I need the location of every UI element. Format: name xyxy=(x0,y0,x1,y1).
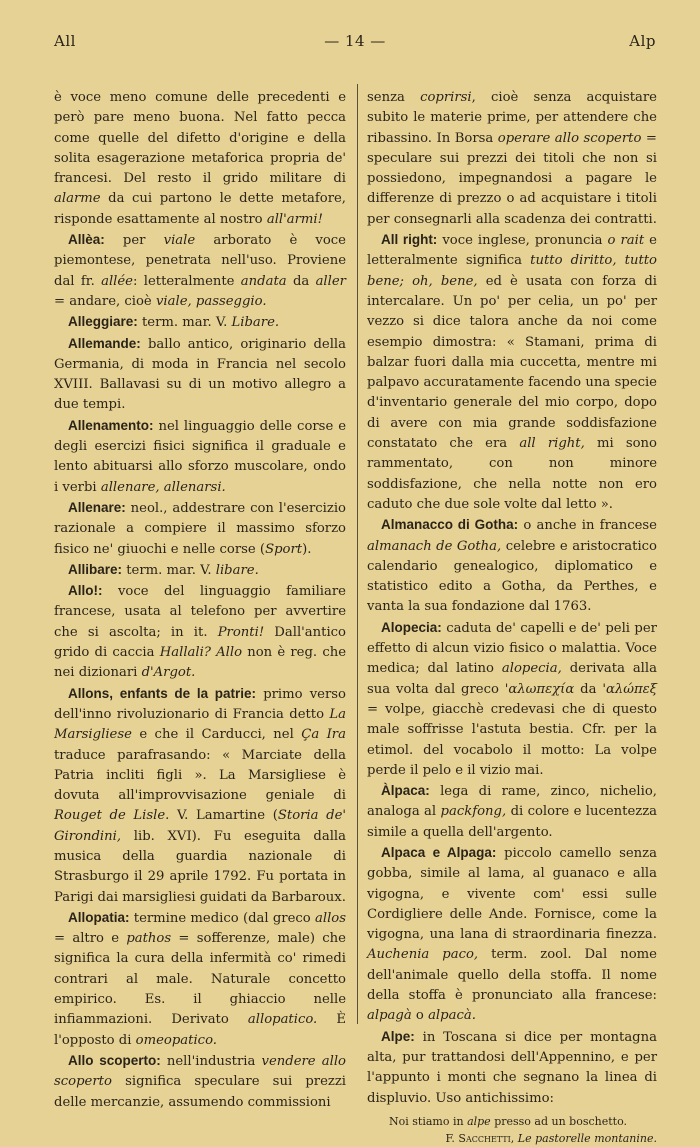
entry-almanacco-di-gotha: Almanacco di Gotha: o anche in francese almanach de Gotha, celebre e aristocratico calendario genealogico, diplomatico e statistico edito a Gotha, da Perthes, e vanta la sua fondazione dal 1763. xyxy=(367,517,657,615)
entry-allea: Allèa: per viale arborato è voce piemontese, penetrata nell'uso. Proviene dal fr. allée: letteralmente andata da aller = andare, cioè viale, passeggio. xyxy=(54,232,346,309)
headword: Allèa: xyxy=(68,232,105,248)
entry-continuation: senza coprirsi, cioè senza acquistare subito le materie prime, per attendere che ribassino. In Borsa operare allo scoperto = speculare sui prezzi dei titoli che non si possiedono, impegnandosi a pagare le differenze di prezzo o ad acquistare i titoli per consegnarli alla scadenza dei contratti. xyxy=(367,90,657,227)
headword: Alpaca e Alpaga: xyxy=(381,844,497,860)
headword: Àlpaca: xyxy=(381,783,430,799)
headword: Allo!: xyxy=(68,583,103,599)
headword: Alpe: xyxy=(381,1028,415,1044)
entry-allo-scoperto: Allo scoperto: nell'industria vendere allo scoperto significa speculare sui prezzi delle mercanzie, assumendo commissioni xyxy=(54,1052,347,1110)
entry-alpaca-lega: Àlpaca: lega di rame, zinco, nichelio, analoga al packfong, di colore e lucentezza simile a quella dell'argento. xyxy=(367,783,658,840)
headword: Allemande: xyxy=(68,335,141,351)
entry-alpaca-e-alpaga: Alpaca e Alpaga: piccolo camello senza gobba, simile al lama, al guanaco e alla vigogna, e vivente com' essi sulle Cordigliere delle Ande. Fornisce, come la vigogna, una lana di straordinaria finezza. Auchenia paco, term. zool. Dal nome dell'animale quello della stoffa. Il nome della stoffa è pronunciato alla francese: alpagà o alpacà. xyxy=(367,844,657,1024)
page-number: — 14 — xyxy=(324,32,386,50)
entry-allenare: Allenare: neol., addestrare con l'esercizio razionale a compiere il massimo sforzo fisico ne' giuochi e nelle corse (Sport). xyxy=(54,499,346,557)
quote-attribution: F. Sacchetti, Le pastorelle montanine. xyxy=(445,1131,657,1145)
entry-allemande: Allemande: ballo antico, originario della Germania, di moda in Francia nel secolo XVIII. Ballavasi su di un motivo allegro a due tempi. xyxy=(54,335,346,413)
column-divider xyxy=(357,84,358,1024)
entry-all-right: All right: voce inglese, pronuncia o rait e letteralmente significa tutto diritto, tutto bene; oh, bene, ed è usata con forza di intercalare. Un po' per celia, un po' per vezzo si dice talora anche da noi come esempio dimostra: « Stamani, prima di balzar fuori dalla mia cuccetta, mentre mi palpavo accuratamente facendo una specie d'inventario generale del mio corpo, dopo di avere con mia grande soddisfazione constatato che era all right, mi sono rammentato, con non minore soddisfazione, che nella notte non ero caduto che due sole volte dal letto ». xyxy=(367,232,658,512)
headword: Allopatia: xyxy=(68,909,130,925)
entry-continuation: è voce meno comune delle precedenti e però pare meno buona. Nel fatto pecca come quelle del difetto d'origine e della solita esagerazione metaforica propria de' francesi. Del resto il grido militare di alarme da cui partono le dette metafore, risponde esattamente al nostro all'armi! xyxy=(54,90,346,227)
headword: Allenamento: xyxy=(68,417,154,433)
headword: Allo scoperto: xyxy=(68,1052,161,1068)
entry-allopatia: Allopatia: termine medico (dal greco allos = altro e pathos = sofferenze, male) che significa la cura della infermità co' rimedi contrari al male. Naturale concetto empirico. Es. il ghiaccio nelle infiammazioni. Derivato allopatico. È l'opposto di omeopatico. xyxy=(54,909,347,1048)
headword: Allons, enfants de la patrie: xyxy=(68,685,257,701)
header-left-guide-word: All xyxy=(54,32,76,50)
headword: Allenare: xyxy=(68,499,126,515)
entry-allo: Allo!: voce del linguaggio familiare francese, usata al telefono per avvertire che si ascolta; in it. Pronti! Dall'antico grido di caccia Hallali? Allo non è reg. che nei dizionari d'Argot. xyxy=(54,583,347,681)
page-header xyxy=(54,32,656,54)
quote-verse: Noi stiamo in alpe presso ad un boschetto. xyxy=(389,1114,628,1128)
entry-alopecia: Alopecia: caduta de' capelli e de' peli per effetto di alcun vizio fisico o malattia. Voce medica; dal latino alopecia, derivata alla sua volta dal greco 'αλωπεχία da 'αλώπεξ = volpe, giacchè credevasi che di questo male soffrisse l'astuta bestia. Cfr. per la etimol. del vocabolo il motto: La volpe perde il pelo e il vizio mai. xyxy=(367,619,657,778)
citation-quote xyxy=(367,1113,657,1147)
entry-allons-enfants: Allons, enfants de la patrie: primo verso dell'inno rivoluzionario di Francia detto La Marsigliese e che il Carducci, nel Ça Ira traduce parafrasando: « Marciate della Patria incliti figli ». La Marsigliese è dovuta all'improvvisazione geniale di Rouget de Lisle. V. Lamartine (Storia de' Girondini, lib. XVI). Fu eseguita dalla musica della guardia nazionale di Strasburgo il 29 aprile 1792. Fu portata in Parigi dai marsigliesi guidati da Barbaroux. xyxy=(54,685,347,905)
right-column xyxy=(367,88,657,1147)
entry-allibare: Allibare: term. mar. V. libare. xyxy=(68,561,259,578)
headword: Almanacco di Gotha: xyxy=(381,517,519,533)
headword: Alopecia: xyxy=(381,619,442,635)
headword: Allibare: xyxy=(68,561,123,577)
entry-alpe: Alpe: in Toscana si dice per montagna alta, pur trattandosi dell'Appennino, e per l'appunto i monti che segnano la linea di displuvio. Uso antichissimo: xyxy=(367,1028,657,1106)
entry-alleggiare: Alleggiare: term. mar. V. Libare. xyxy=(68,314,280,331)
left-column xyxy=(54,88,346,1113)
entry-allenamento: Allenamento: nel linguaggio delle corse e degli esercizi fisici significa il graduale e lento abituarsi allo sforzo muscolare, ondo i verbi allenare, allenarsi. xyxy=(54,417,346,495)
header-right-guide-word: Alp xyxy=(629,32,656,50)
headword: All right: xyxy=(381,232,438,248)
headword: Alleggiare: xyxy=(68,314,138,330)
